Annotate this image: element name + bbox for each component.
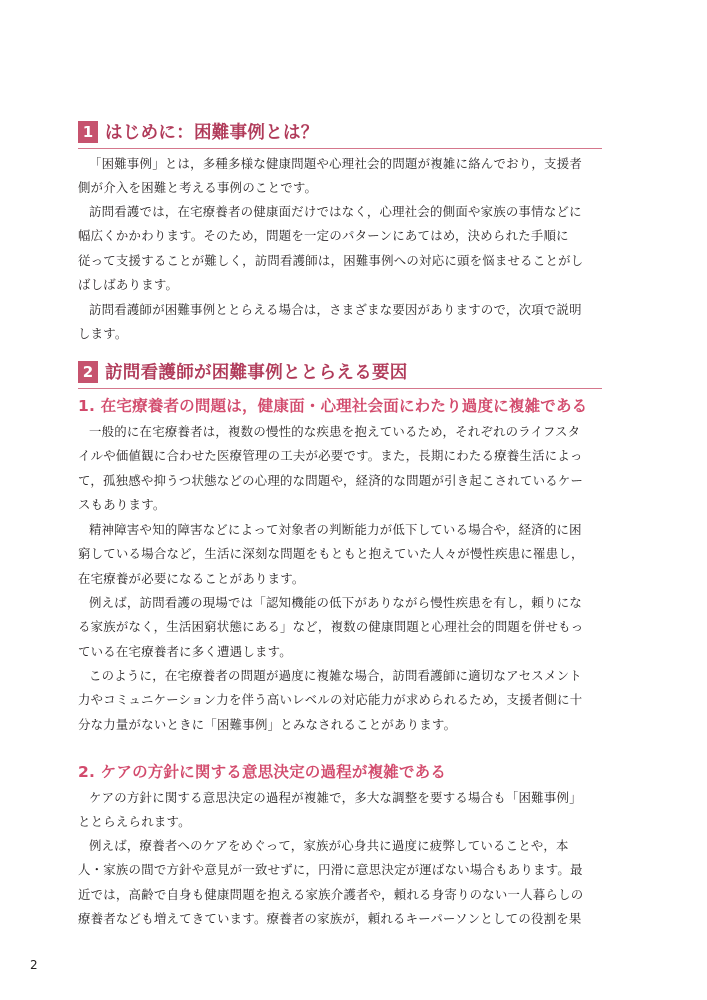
section-number-badge: 2 [78,361,98,383]
text-line: 幅広くかかわります。そのため，問題を一定のパターンにあてはめ，決められた手順に [78,228,569,244]
text-line: 人・家族の間で方針や意見が一致せずに，円滑に意思決定が運ばない場合もあります。最 [78,862,583,878]
text-line: て，孤独感や抑うつ状態などの心理的な問題や，経済的な問題が引き起こされているケー [78,472,584,488]
text-line: 力やコミュニケーション力を伴う高いレベルの対応能力が求められるため，支援者側に十 [78,692,583,708]
subsection-title: 2. ケアの方針に関する意思決定の過程が複雑である [78,763,447,781]
text-line: 例えば，療養者へのケアをめぐって，家族が心身共に過度に疲弊していることや，本 [89,838,569,853]
text-line: 「困難事例」とは，多種多様な健康問題や心理社会的問題が複雑に絡んでおり，支援者 [89,156,582,171]
paragraph [78,664,604,737]
section-heading-1 [78,118,602,149]
paragraph [78,786,604,835]
text-line: る家族がなく，生活困窮状態にある」など，複数の健康問題と心理社会的問題を併せもっ [78,619,584,635]
text-line: 窮している場合など，生活に深刻な問題をもともと抱えていた人々が慢性疾患に罹患し， [78,546,584,562]
section-title: はじめに：困難事例とは？ [105,123,319,143]
paragraph [78,834,604,932]
text-line: ている在宅療養者に多く遭遇します。 [78,643,292,659]
section-title: 訪問看護師が困難事例ととらえる要因 [105,363,408,383]
text-line: 一般的に在宅療養者は，複数の慢性的な疾患を抱えているため，それぞれのライフスタ [89,424,581,439]
text-line: スもあります。 [78,497,166,513]
section-heading-2 [78,358,602,389]
text-line: イルや価値観に合わせた医療管理の工夫が必要です。また，長期にわたる療養生活によっ [78,448,583,464]
text-line: 従って支援することが難しく，訪問看護師は，困難事例への対応に頭を悩ませることがし [78,252,584,268]
paragraph [78,298,604,347]
text-line: 精神障害や知的障害などによって対象者の判断能力が低下している場合や，経済的に困 [89,522,582,537]
text-line: 分な力量がないときに「困難事例」とみなされることがあります。 [78,716,457,732]
text-line: ばしばあります。 [78,277,179,293]
page-number: 2 [30,958,38,972]
text-line: 訪問看護では，在宅療養者の健康面だけではなく，心理社会的側面や家族の事情などに [89,204,582,219]
text-line: ケアの方針に関する意思決定の過程が複雑で，多大な調整を要する場合も「困難事例」 [89,790,582,805]
text-line: 側が介入を困難と考える事例のことです。 [78,180,318,196]
text-line: ととらえられます。 [78,814,191,830]
text-line: 近では，高齢で自身も健康問題を抱える家族介護者や，頼れる身寄りのない一人暮らしの [78,886,584,902]
subsection-title: 1. 在宅療養者の問題は，健康面・心理社会面にわたり過度に複雑である [78,397,588,415]
paragraph [78,200,604,298]
paragraph [78,420,604,518]
paragraph [78,518,604,591]
paragraph [78,152,604,201]
text-line: 例えば，訪問看護の現場では「認知機能の低下がありながら慢性疾患を有し，頼りにな [89,595,582,610]
text-line: 療養者なども増えてきています。療養者の家族が，頼れるキーパーソンとしての役割を果 [78,911,582,927]
paragraph [78,591,604,664]
text-line: このように，在宅療養者の問題が過度に複雑な場合，訪問看護師に適切なアセスメント [89,668,582,683]
text-line: 在宅療養が必要になることがあります。 [78,570,305,586]
text-line: 訪問看護師が困難事例ととらえる場合は，さまざまな要因がありますので，次項で説明 [89,302,582,317]
text-line: します。 [78,326,128,342]
section-number-badge: 1 [78,121,98,143]
